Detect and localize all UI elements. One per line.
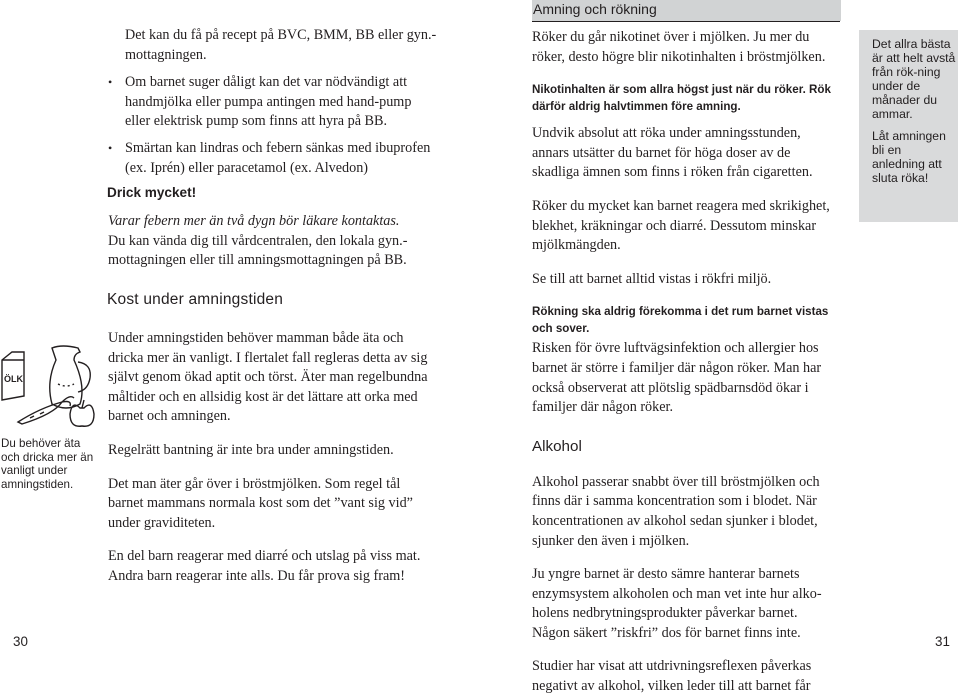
carrot-icon [18, 397, 74, 424]
diet-paragraph-2: Regelrätt bantning är inte bra under amningstiden. [108, 441, 394, 458]
bullet-pain-relief: • Smärtan kan lindras och febern sänkas med ibuprofen (ex. Iprén) eller paracetamol (ex. Alvedon) [125, 139, 438, 178]
page-number-left: 30 [13, 634, 28, 649]
left-page-column [108, 26, 438, 600]
sidebar-tip-text [872, 37, 956, 192]
smoking-paragraph-2: Undvik absolut att röka under amningsstunden, annars utsätter du barnet för höga doser av de skadliga ämnen som finns i röken från cigaretten. [532, 125, 813, 181]
page-number-right: 31 [935, 634, 950, 649]
alcohol-paragraph-1: Alkohol passerar snabbt över till bröstmjölken och finns där i samma koncentration som i blodet. När koncentrationen av alkohol sedan sjunker i blodet, sjunker den även i mjölken. [532, 473, 820, 549]
smoking-paragraph-3: Röker du mycket kan barnet reagera med skrikighet, blekhet, kräkningar och diarré. Dessutom minskar mjölkmängden. [532, 197, 830, 254]
drink-heading: Drick mycket! [107, 185, 197, 201]
section-tab-rule [532, 21, 840, 22]
smoking-bold-note-2: Rökning ska aldrig förekomma i det rum barnet vistas och sover. [532, 305, 829, 336]
fever-note: Varar febern mer än två dygn bör läkare kontaktas. [108, 213, 400, 230]
sidebar-tip-1: Det allra bästa är att helt avstå från rök-ning under de månader du ammar. [872, 37, 956, 122]
diet-paragraph-1: Under amningstiden behöver mamman både äta och dricka mer än vanligt. I flertalet fall regleras detta av sig självt genom ökad aptit och törst. Äter man regelbundna måltider och en allsidig kost är det lättare att orka med barnet och amningen. [108, 329, 428, 425]
sidebar-tip-box [859, 30, 958, 222]
alcohol-paragraph-3: Studier har visat att utdrivningsreflexen påverkas negativt av alkohol, vilken leder till att barnet får [532, 658, 812, 695]
smoking-paragraph-4: Se till att barnet alltid vistas i rökfri miljö. [532, 270, 772, 287]
section-tab-smoking: Amning och rökning [532, 0, 841, 21]
milk-carton-icon [2, 352, 24, 400]
smoking-paragraph-5: Risken för övre luftvägsinfektion och allergier hos barnet är större i familjer där någon röker. Man har också observerat att plötslig spädbarnsdöd ökar i familjer där någon röker. [532, 340, 822, 416]
bullet-pumping: • Om barnet suger dåligt kan det var nödvändigt att handmjölka eller pumpa antingen med hand-pump eller elektrisk pump som finns att hyra på BB. [125, 73, 438, 132]
diet-paragraph-3: Det man äter går över i bröstmjölken. Som regel tål barnet mammans normala kost som det ”vant sig vid” under graviditeten. [108, 475, 413, 531]
smoking-paragraph-1: Röker du går nikotinet över i mjölken. Ju mer du röker, desto högre blir nikotinhalten i bröstmjölken. [532, 29, 826, 65]
contact-text: Du kan vända dig till vårdcentralen, den lokala gyn.-mottagningen eller till amningsmottagningen på BB. [108, 232, 408, 269]
apple-icon [70, 400, 94, 426]
illustration-caption: Du behöver äta och dricka mer än vanligt under amningstiden. [1, 437, 94, 491]
jug-icon [50, 346, 91, 408]
section-title-alcohol: Alkohol [532, 437, 582, 455]
sidebar-tip-2: Låt amningen bli en anledning att sluta röka! [872, 128, 946, 185]
smoking-bold-note-1: Nikotinhalten är som allra högst just när du röker. Rök därför aldrig halvtimmen före amning. [532, 83, 831, 114]
food-drink-illustration [0, 338, 104, 430]
alcohol-paragraph-2: Ju yngre barnet är desto sämre hanterar barnets enzymsystem alkoholen och man vet inte hur alko-holens nedbrytningsprodukter påverkar barnet. Någon säkert ”riskfri” dos för barnet finns inte. [532, 566, 822, 641]
section-title-diet: Kost under amningstiden [107, 290, 284, 308]
advice-bullet-list [108, 73, 438, 178]
recipe-line: Det kan du få på recept på BVC, BMM, BB eller gyn.-mottagningen. [125, 27, 437, 63]
diet-paragraph-4: En del barn reagerar med diarré och utslag på viss mat. Andra barn reagerar inte alls. Du får prova sig fram! [108, 548, 421, 584]
right-page-column [532, 0, 832, 697]
milk-carton-label: ÖLK [4, 374, 23, 384]
